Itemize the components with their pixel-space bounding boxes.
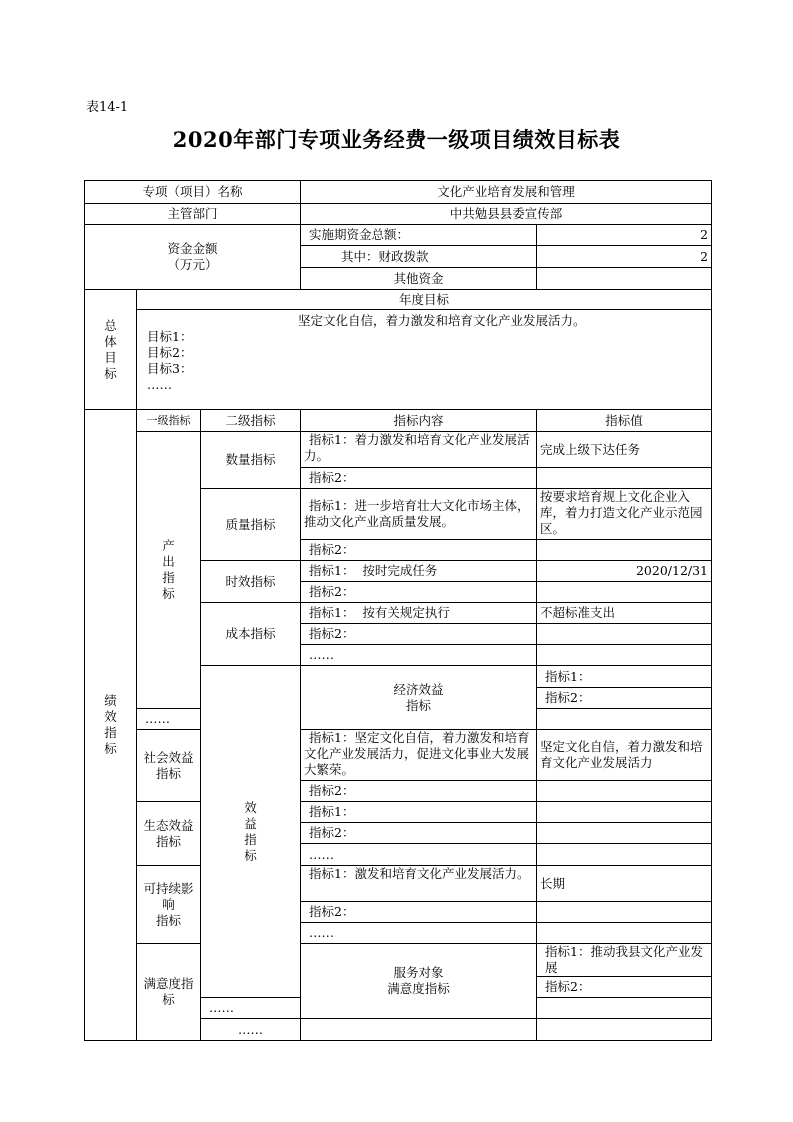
social-ind1 — [301, 730, 537, 781]
annual-target-header-row — [85, 290, 712, 310]
funds-fiscal-value: 2 — [537, 246, 712, 268]
annual-target-cell — [137, 310, 712, 410]
header-value: 指标值 — [537, 410, 712, 432]
satisfaction-more: …… — [201, 1019, 301, 1041]
economic-val3 — [537, 709, 712, 730]
output-indicator-label — [137, 432, 201, 709]
header-level1: 一级指标 — [137, 410, 201, 432]
quantity-ind1 — [301, 432, 537, 468]
economic-indicator-text: 经济效益 指标 — [393, 681, 444, 713]
header-level2: 二级指标 — [201, 410, 301, 432]
target-3: 目标3： — [147, 361, 193, 376]
quantity-val2 — [537, 468, 712, 489]
funds-total-label: 实施期资金总额： — [301, 225, 537, 246]
ecological-val1 — [537, 802, 712, 823]
economic-ind1: 指标1： — [537, 666, 712, 688]
timeliness-val2 — [537, 582, 712, 603]
overall-target-side-text: 总 体 目 标 — [104, 317, 117, 381]
target-ellipsis: …… — [147, 377, 172, 392]
quantity-val1: 完成上级下达任务 — [537, 432, 712, 468]
performance-indicator-side-text: 绩 效 指 标 — [104, 693, 117, 756]
funds-label-line2: （万元） — [167, 257, 218, 272]
sustainable-ind1-text: 指标1：激发和培育文化产业发展活力。 — [309, 866, 530, 881]
ecological-indicator-label — [137, 802, 201, 866]
sustainable-val2 — [537, 902, 712, 923]
department-label: 主管部门 — [85, 204, 301, 225]
satisfaction-indicator-label — [137, 944, 201, 1041]
funds-total-value: 2 — [537, 225, 712, 246]
social-ind2: 指标2： — [301, 781, 537, 802]
cost-ind1: 指标1： 按有关规定执行 — [301, 603, 537, 624]
service-satisfaction-text: 服务对象 满意度指标 — [387, 965, 450, 996]
cost-indicator-label: 成本指标 — [201, 603, 301, 666]
quantity-indicator-label: 数量指标 — [201, 432, 301, 489]
annual-target-header: 年度目标 — [137, 290, 712, 310]
quality-ind1 — [301, 489, 537, 540]
department-value: 中共勉县县委宣传部 — [301, 204, 712, 225]
sustainable-indicator-label — [137, 866, 201, 944]
header-content: 指标内容 — [301, 410, 537, 432]
ecological-val3 — [537, 844, 712, 866]
service-ind2: 指标2： — [537, 977, 712, 998]
service-val3 — [537, 998, 712, 1019]
benefit-indicator-text: 效 益 指 标 — [244, 799, 257, 863]
ecological-ellipsis: …… — [301, 844, 537, 866]
satisfaction-more-content — [301, 1019, 537, 1041]
quality-val2 — [537, 540, 712, 561]
economic-indicator-label — [301, 666, 537, 730]
social-indicator-text: 社会效益 指标 — [143, 749, 194, 781]
funds-label-line1: 资金金额 — [167, 241, 218, 256]
social-val2 — [537, 781, 712, 802]
sustainable-ind1 — [301, 866, 537, 902]
project-name-label: 专项（项目）名称 — [85, 181, 301, 204]
social-ind1-text: 指标1：坚定文化自信，着力激发和培育文化产业发展活力，促进文化事业大发展大繁荣。 — [304, 730, 530, 777]
table-row — [85, 730, 712, 781]
quantity-ind1-text: 指标1：着力激发和培育文化产业发展活力。 — [304, 432, 530, 463]
funds-total-row — [85, 225, 712, 246]
cost-val1: 不超标准支出 — [537, 603, 712, 624]
sustainable-val1: 长期 — [537, 866, 712, 902]
quality-indicator-label: 质量指标 — [201, 489, 301, 561]
service-ellipsis: …… — [201, 998, 301, 1019]
cost-val3 — [537, 645, 712, 666]
satisfaction-indicator-text: 满意度指 标 — [143, 976, 194, 1007]
funds-fiscal-label: 其中：财政拨款 — [301, 246, 537, 268]
service-ind1: 指标1：推动我县文化产业发展 — [537, 944, 712, 977]
funds-other-value — [537, 268, 712, 290]
indicator-header-row — [85, 410, 712, 432]
sustainable-val3 — [537, 923, 712, 944]
timeliness-val1: 2020/12/31 — [537, 561, 712, 582]
economic-ellipsis: …… — [137, 709, 201, 730]
annual-target-row — [85, 310, 712, 410]
target-1: 目标1： — [147, 329, 193, 344]
social-val1: 坚定文化自信，着力激发和培育文化产业发展活力 — [537, 730, 712, 781]
quality-ind2: 指标2： — [301, 540, 537, 561]
benefit-indicator-label — [201, 666, 301, 998]
quality-val1: 按要求培育规上文化企业入库，着力打造文化产业示范园区。 — [537, 489, 712, 540]
annual-target-text: 坚定文化自信，着力激发和培育文化产业发展活力。 — [298, 313, 586, 328]
sustainable-ind2: 指标2： — [301, 902, 537, 923]
overall-target-side-label — [85, 290, 137, 410]
output-indicator-text: 产 出 指 标 — [162, 538, 175, 601]
table-row — [85, 944, 712, 977]
sustainable-indicator-text: 可持续影响 指标 — [143, 880, 194, 928]
department-row — [85, 204, 712, 225]
target-2: 目标2： — [147, 345, 193, 360]
funds-label — [85, 225, 301, 290]
quantity-ind2: 指标2： — [301, 468, 537, 489]
cost-val2 — [537, 624, 712, 645]
performance-target-table — [84, 180, 712, 1041]
table-row — [85, 432, 712, 468]
table-row — [85, 802, 712, 823]
ecological-ind2: 指标2： — [301, 823, 537, 844]
quality-ind1-text: 指标1：进一步培育壮大文化市场主体，推动文化产业高质量发展。 — [304, 498, 530, 529]
table-row — [85, 866, 712, 902]
project-name-value: 文化产业培育发展和管理 — [301, 181, 712, 204]
performance-indicator-side-label — [85, 410, 137, 1041]
ecological-val2 — [537, 823, 712, 844]
cost-ellipsis: …… — [301, 645, 537, 666]
service-satisfaction-label — [301, 944, 537, 1019]
timeliness-ind2: 指标2： — [301, 582, 537, 603]
satisfaction-more-value — [537, 1019, 712, 1041]
cost-ind2: 指标2： — [301, 624, 537, 645]
sustainable-ellipsis: …… — [301, 923, 537, 944]
social-indicator-label — [137, 730, 201, 802]
ecological-indicator-text: 生态效益 指标 — [143, 817, 194, 849]
timeliness-indicator-label: 时效指标 — [201, 561, 301, 603]
project-name-row — [85, 181, 712, 204]
page-title: 2020年部门专项业务经费一级项目绩效目标表 — [172, 127, 621, 152]
ecological-ind1: 指标1： — [301, 802, 537, 823]
economic-ind2: 指标2： — [537, 688, 712, 709]
funds-other-label: 其他资金 — [301, 268, 537, 290]
timeliness-ind1: 指标1： 按时完成任务 — [301, 561, 537, 582]
form-code: 表14-1 — [86, 100, 129, 115]
